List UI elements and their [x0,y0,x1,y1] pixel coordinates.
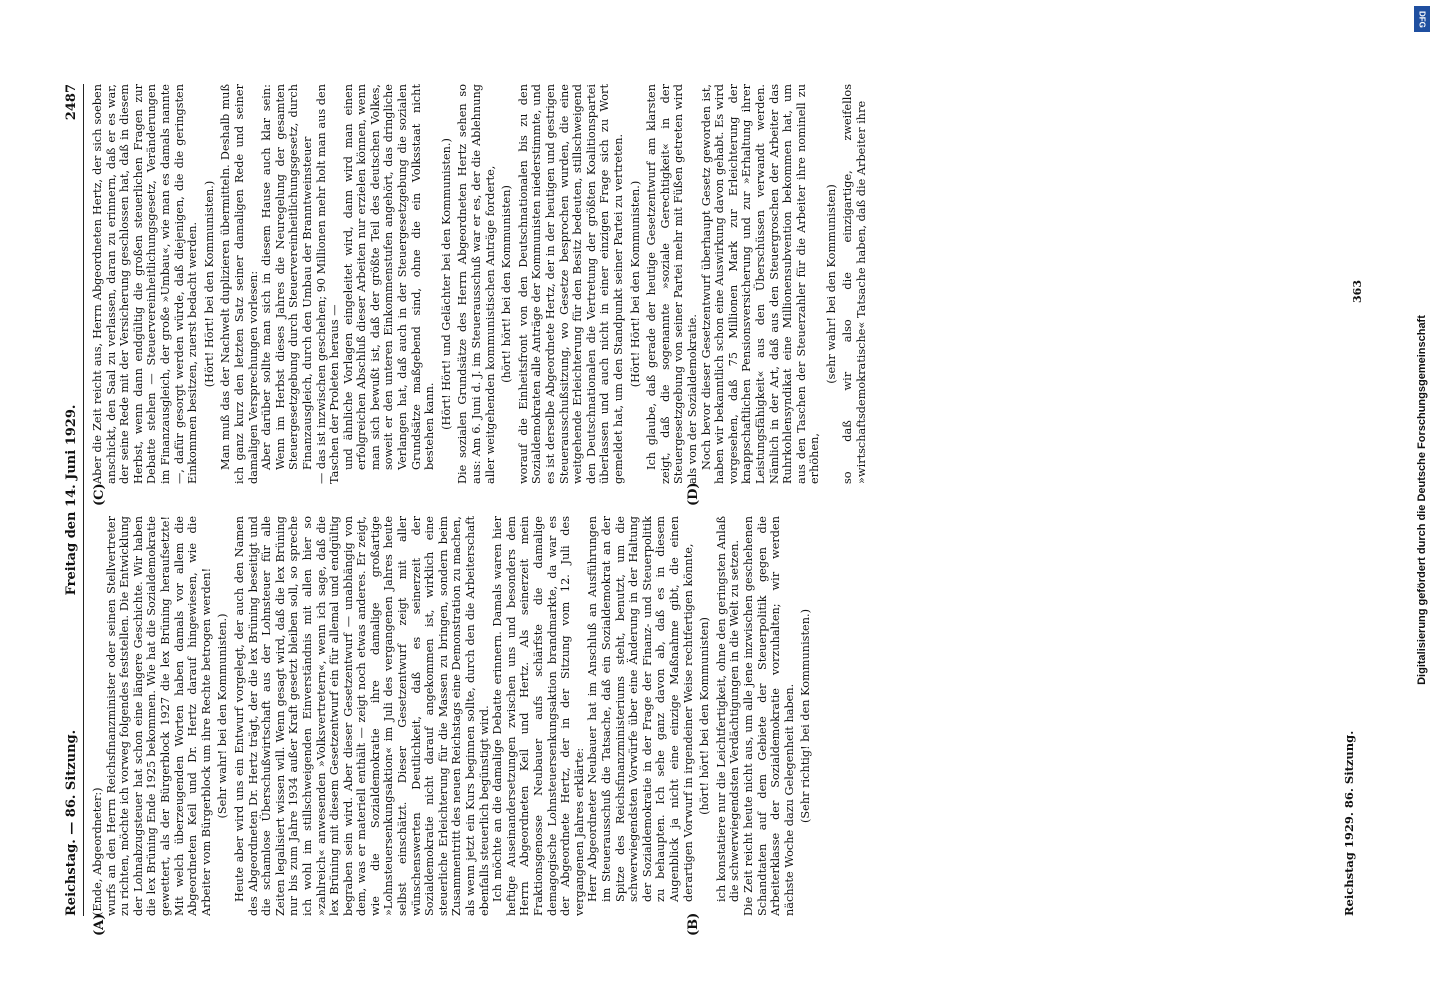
left-column-paragraph: wurfs an den Herrn Reichsfinanzminister oder seinen Stellvertreter zu richten, möchte ich vorweg folgendes feststellen. Die Entwicklung der Lohnabzugsteuer hat schon eine längere Geschichte. Wir haben die lex Brüning Ende 1925 bekommen. Wie hat die Sozialdemokratie gewettert, als der Bürgerblock 1927 die lex Brüning heraufsetzte! Mit welch überzeugenden Worten haben damals vor allem die Abgeordneten Keil und Dr. Hertz darauf hingewiesen, wie die Arbeiter vom Bürgerblock um ihre Rechte betrogen werden! [104,516,213,916]
right-column-paragraph: (Hört! Hört! bei den Kommunisten.) [628,180,642,388]
right-text-column [91,84,1331,484]
margin-marker-c: (C) [92,483,107,506]
credit-text: Digitalisierung gefördert durch die Deutsche Forschungsgemeinschaft [1416,315,1428,685]
left-column-paragraph: Heute aber wird uns ein Entwurf vorgelegt, der auch den Namen des Abgeordneten Dr. Hertz trägt, der die lex Brüning beseitigt und die schamlose Überschußwirtschaft aus der Lohnsteuer für alle Zeiten legalisiert wissen will. Wenn gesagt wird, daß die lex Brüning nur bis zum Jahre 1934 außer Kraft gesetzt bleiben soll, so spreche ich wohl im stillschweigenden Einverständnis mit allen hier so »zahlreich« anwesenden »Volksvertretern«, wenn ich sage, daß die lex Brüning mit diesem Gesetzentwurf ein für allemal und endgültig begraben sein wird. Aber dieser Gesetzentwurf — unabhängig von dem, was er materiell enthält — zeigt noch etwas anderes. Er zeigt, wie die Sozialdemokratie ihre damalige großartige »Lohnsteuersenkungsaktion« im Juli des vergangenen Jahres heute selbst einschätzt. Dieser Gesetzentwurf zeigt mit aller wünschenswerten Deutlichkeit, daß es seinerzeit der Sozialdemokratie nicht darauf angekommen ist, wirklich eine steuerliche Erleichterung für die Massen zu bringen, sondern beim Zusammentritt des neuen Reichstags eine Demonstration zu machen, als wenn jetzt ein Kurs beginnen sollte, durch den die Arbeiterschaft ebenfalls steuerlich begünstigt wird. [232,516,491,916]
page-header [65,84,84,916]
right-column-paragraph: Die sozialen Grundsätze des Herrn Abgeordneten Hertz sehen so aus: Am 6. Juni d. J. im Steuerausschuß war er es, der die Ablehnung aller weitgehenden kommunistischen Anträge forderte, [456,84,497,484]
right-column-paragraph: und ähnliche Vorlagen eingeleitet wird, dann wird man einen erfolgreichen Abschluß dieser Arbeiten nur erzielen können, wenn man sich bewußt ist, daß der größte Teil des deutschen Volkes, soweit er den unteren Einkommenstufen angehört, das dringliche Verlangen hat, daß auch in der Steuergesetzgebung die sozialen Grundsätze maßgebend sind, ohne die ein Volksstaat nicht bestehen kann. [341,84,437,470]
margin-marker-b: (B) [686,912,701,936]
left-column-paragraph: (Ende, Abgeordneter:) [91,787,104,916]
left-column-paragraph: (Sehr richtig! bei den Kommunisten.) [799,609,813,823]
dfg-logo: DFG [1414,6,1430,32]
header-date: Freitag den 14. Juni 1929. [64,404,79,596]
right-column-paragraph: Aber darüber sollte man sich in diesem Hause auch klar sein: Wenn im Herbst dieses Jahres die Neuregelung der gesamten Steuergesetzgebung durch Steuervereinheitlichungsgesetz, durch Finanzausgleich, durch den Umbau der Branntweinsteuer [260,84,314,470]
right-column-paragraph: (Hört! Hört! und Gelächter bei den Kommunisten.) [439,138,453,430]
right-column-paragraph: so daß wir also die einzigartige, zweifellos »wirtschaftsdemokratische« Tatsache haben, daß die Arbeiter ihre [841,84,869,484]
bottom-page-number: 363 [1351,280,1365,303]
header-page-number: 2487 [64,84,79,121]
rotated-page [57,60,1377,940]
right-column-paragraph: Aber die Zeit reicht aus, Herrn Abgeordneten Hertz, der sich soeben anschickt, den Saal zu verlassen, daran zu erinnern, daß er es war, der seine Rede mit der Versicherung geschlossen hat, daß in diesem Herbst, wenn dann endgültig die großen steuerlichen Fragen zur Debatte stehen — Steuervereinheitlichungsgesetz, Veränderungen im Finanzausgleich, der große »Umbau«, wie man es damals nannte —, dafür gesorgt werden würde, daß diejenigen, die die geringsten Einkommen besitzen, zuerst bedacht werden. [91,84,200,484]
left-column-paragraph: Ich möchte an die damalige Debatte erinnern. Damals waren hier heftige Auseinandersetzungen zwischen uns und besonders dem Herrn Abgeordneten Keil und Hertz. Als seinerzeit mein Fraktionsgenosse Neubauer aufs schärfste die damalige demagogische Lohnsteuersenkungsaktion brandmarkte, da war es der Abgeordnete Hertz, der in der Sitzung vom 12. Juli des vergangenen Jahres erklärte: [491,516,586,916]
right-column-paragraph: Man muß das der Nachwelt duplizieren übermitteln. Deshalb muß ich ganz kurz den letzten Satz seiner damaligen Rede und seiner damaligen Versprechungen vorlesen: [219,84,260,484]
right-column-paragraph: worauf die Einheitsfront von den Deutschnationalen bis zu den Sozialdemokraten alle Anträge der Kommunisten niederstimmte, und es ist derselbe Abgeordnete Hertz, der in der heutigen und gestrigen Steuerausschußsitzung, wo Gesetze besprochen wurden, die eine weitgehende Erleichterung für den Besitz bedeuten, stillschweigend den Deutschnationalen die Vertretung der größten Koalitionspartei überlassen und auch nicht in einer einzigen Frage sich zu Wort gemeldet hat, um den Standpunkt seiner Partei zu vertreten. [516,84,625,484]
right-column-paragraph: (sehr wahr! bei den Kommunisten) [824,184,838,384]
header-session: Reichstag. — 86. Sitzung. [64,729,79,916]
right-column-paragraph: (hört! hört! bei den Kommunisten) [500,185,514,383]
left-column-paragraph: (hört! hört! bei den Kommunisten) [698,617,712,815]
left-column-paragraph: ich konstatiere nur die Leichtfertigkeit, ohne den geringsten Anlaß die schwerwiegendsten Verdächtigungen in die Welt zu setzen. [714,516,742,902]
right-column-paragraph: Ich glaube, daß gerade der heutige Gesetzentwurf am klarsten zeigt, daß die sogenannte »soziale Gerechtigkeit« in der Steuergesetzgebung von seiner Partei mehr mit Füßen getreten wird als von der Sozialdemokratie. [645,84,699,484]
margin-marker-a: (A) [92,913,107,936]
margin-marker-d: (D) [686,482,701,506]
left-text-column [91,516,1331,916]
left-column-paragraph: Herr Abgeordneter Neubauer hat im Anschluß an Ausführungen im Steuerausschuß die Tatsache, daß ein Sozialdemokrat an der Spitze des Reichsfinanzministeriums steht, benutzt, um die schwerwiegendsten Vorwürfe über eine Änderung in der Haltung der Sozialdemokratie in der Frage der Finanz- und Steuerpolitik zu behaupten. Ich sehe ganz davon ab, daß es in diesem Augenblick ja nicht eine einzige Maßnahme gibt, die einen derartigen Vorwurf in irgendeiner Weise rechtfertigen könnte, [586,516,695,902]
right-column-paragraph: (Hört! Hört! bei den Kommunisten.) [202,180,216,388]
footer-session: Reichstag 1929. 86. Sitzung. [1342,730,1357,916]
right-column-paragraph: — das ist inzwischen geschehen; 90 Millionen mehr holt man aus den Taschen der Proleten heraus — [314,84,342,484]
left-column-paragraph: (Sehr wahr! bei den Kommunisten.) [216,613,230,819]
left-column-paragraph: Die Zeit reicht heute nicht aus, um alle jene inzwischen geschehenen Schandtaten auf dem Gebiete der Steuerpolitik gegen die Arbeiterklasse der Sozialdemokratie vorzuhalten; wir werden nächste Woche dazu Gelegenheit haben. [741,516,796,916]
right-column-paragraph: Noch bevor dieser Gesetzentwurf überhaupt Gesetz geworden ist, haben wir bekanntlich schon eine Auswirkung davon gehabt. Es wird vorgesehen, daß 75 Millionen Mark zur Erleichterung der knappschaftlichen Pensionsversicherung und zur »Erhaltung ihrer Leistungsfähigkeit« aus den Überschüssen verwandt werden. Nämlich in der Art, daß aus den Steuergroschen der Arbeiter das Ruhrkohlensyndikat eine Millionensubvention bekommen hat, um aus den Taschen der Steuerzahler für die Arbeiter ihre nominell zu erhöhen, [699,84,822,484]
digitization-credit [1410,0,1434,1000]
